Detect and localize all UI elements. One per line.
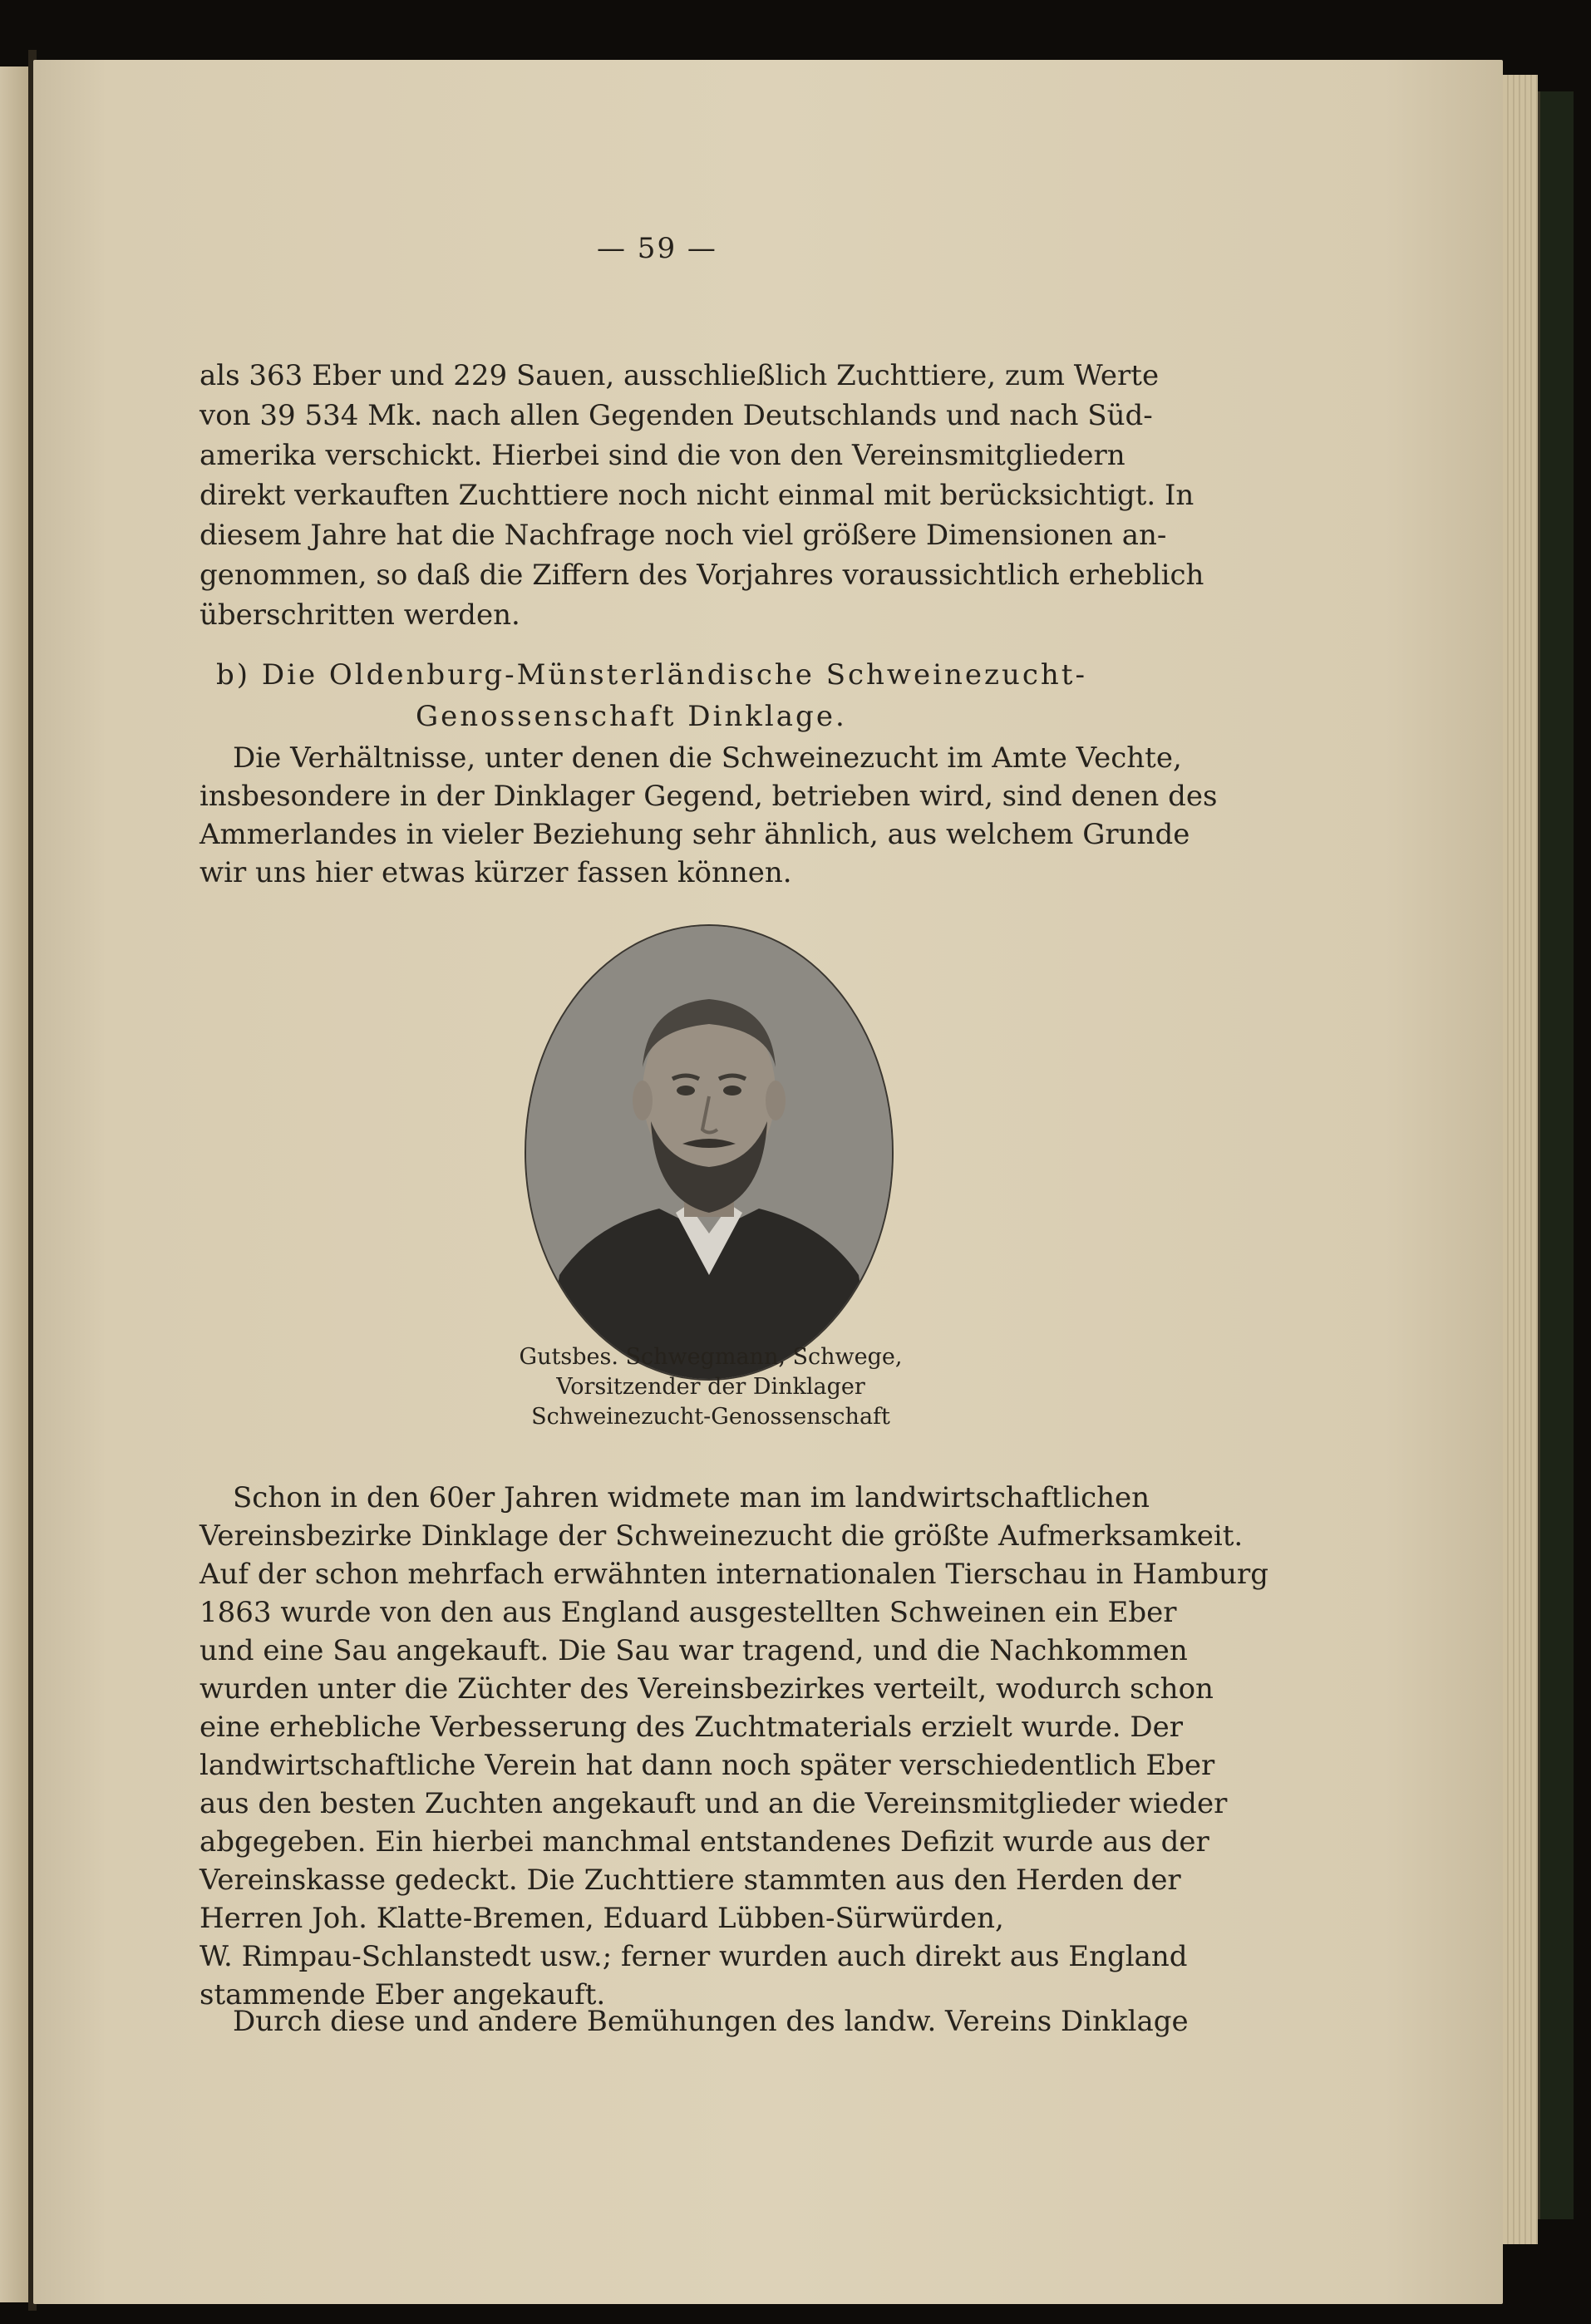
section-heading: [216, 658, 1214, 741]
paragraph-2: [199, 741, 1218, 899]
paragraph-3: [199, 1481, 1269, 2063]
text-line: Auf der schon mehrfach erwähnten internationalen Tierschau in Hamburg: [199, 1558, 1269, 1591]
book-page: [33, 60, 1503, 2304]
previous-page-edge: [0, 66, 28, 2302]
text-line: überschritten werden.: [199, 598, 520, 632]
text-line: landwirtschaftliche Verein hat dann noch später verschiedentlich Eber: [199, 1749, 1215, 1782]
text-line: von 39 534 Mk. nach allen Gegenden Deutschlands und nach Süd-: [199, 399, 1153, 432]
caption-line: Gutsbes. Schwegmann, Schwege,: [519, 1344, 903, 1370]
text-line: abgegeben. Ein hierbei manchmal entstandenes Defizit wurde aus der: [199, 1825, 1209, 1859]
page-number: — 59 —: [597, 232, 717, 265]
text-line: Vereinskasse gedeckt. Die Zuchttiere stammten aus den Herden der: [199, 1864, 1181, 1897]
text-line: und eine Sau angekauft. Die Sau war tragend, und die Nachkommen: [199, 1634, 1188, 1667]
portrait-caption: [515, 1344, 906, 1452]
text-line: eine erhebliche Verbesserung des Zuchtmaterials erzielt wurde. Der: [199, 1711, 1184, 1744]
text-line: Herren Joh. Klatte-Bremen, Eduard Lübben-Sürwürden,: [199, 1902, 1004, 1935]
text-line: W. Rimpau-Schlanstedt usw.; ferner wurden auch direkt aus England: [199, 1940, 1188, 1973]
text-line: genommen, so daß die Ziffern des Vorjahres voraussichtlich erheblich: [199, 559, 1204, 592]
text-line: Durch diese und andere Bemühungen des landw. Vereins Dinklage: [233, 2005, 1189, 2038]
caption-line: Vorsitzender der Dinklager: [556, 1374, 865, 1400]
text-line: insbesondere in der Dinklager Gegend, betrieben wird, sind denen des: [199, 780, 1218, 813]
paragraph-4: [199, 2005, 1222, 2046]
text-line: stammende Eber angekauft.: [199, 1978, 606, 2011]
text-line: direkt verkauften Zuchttiere noch nicht einmal mit berücksichtigt. In: [199, 479, 1194, 512]
book-cover-edge: [1538, 91, 1574, 2219]
text-line: aus den besten Zuchten angekauft und an die Vereinsmitglieder wieder: [199, 1787, 1228, 1820]
text-line: 1863 wurde von den aus England ausgestellten Schweinen ein Eber: [199, 1596, 1177, 1629]
text-line: als 363 Eber und 229 Sauen, ausschließlich Zuchttiere, zum Werte: [199, 359, 1160, 392]
text-line: wurden unter die Züchter des Vereinsbezirkes verteilt, wodurch schon: [199, 1672, 1214, 1706]
text-line: Schon in den 60er Jahren widmete man im landwirtschaftlichen: [233, 1481, 1150, 1514]
text-line: Vereinsbezirke Dinklage der Schweinezucht die größte Aufmerksamkeit.: [199, 1519, 1244, 1553]
text-line: Die Verhältnisse, unter denen die Schweinezucht im Amte Vechte,: [233, 741, 1182, 775]
page-edges: [1503, 75, 1538, 2244]
text-line: diesem Jahre hat die Nachfrage noch viel größere Dimensionen an-: [199, 519, 1167, 552]
text-line: Ammerlandes in vieler Beziehung sehr ähnlich, aus welchem Grunde: [199, 818, 1190, 851]
heading-line: b) Die Oldenburg-Münsterländische Schweinezucht-: [216, 658, 1087, 692]
text-line: wir uns hier etwas kürzer fassen können.: [199, 856, 792, 889]
top-paragraph: [199, 359, 1214, 642]
portrait-photo: [525, 924, 894, 1381]
caption-line: Schweinezucht-Genossenschaft: [531, 1404, 890, 1430]
text-line: amerika verschickt. Hierbei sind die von den Vereinsmitgliedern: [199, 439, 1126, 472]
portrait-illustration: [526, 926, 892, 1379]
heading-line: Genossenschaft Dinklage.: [416, 700, 847, 733]
